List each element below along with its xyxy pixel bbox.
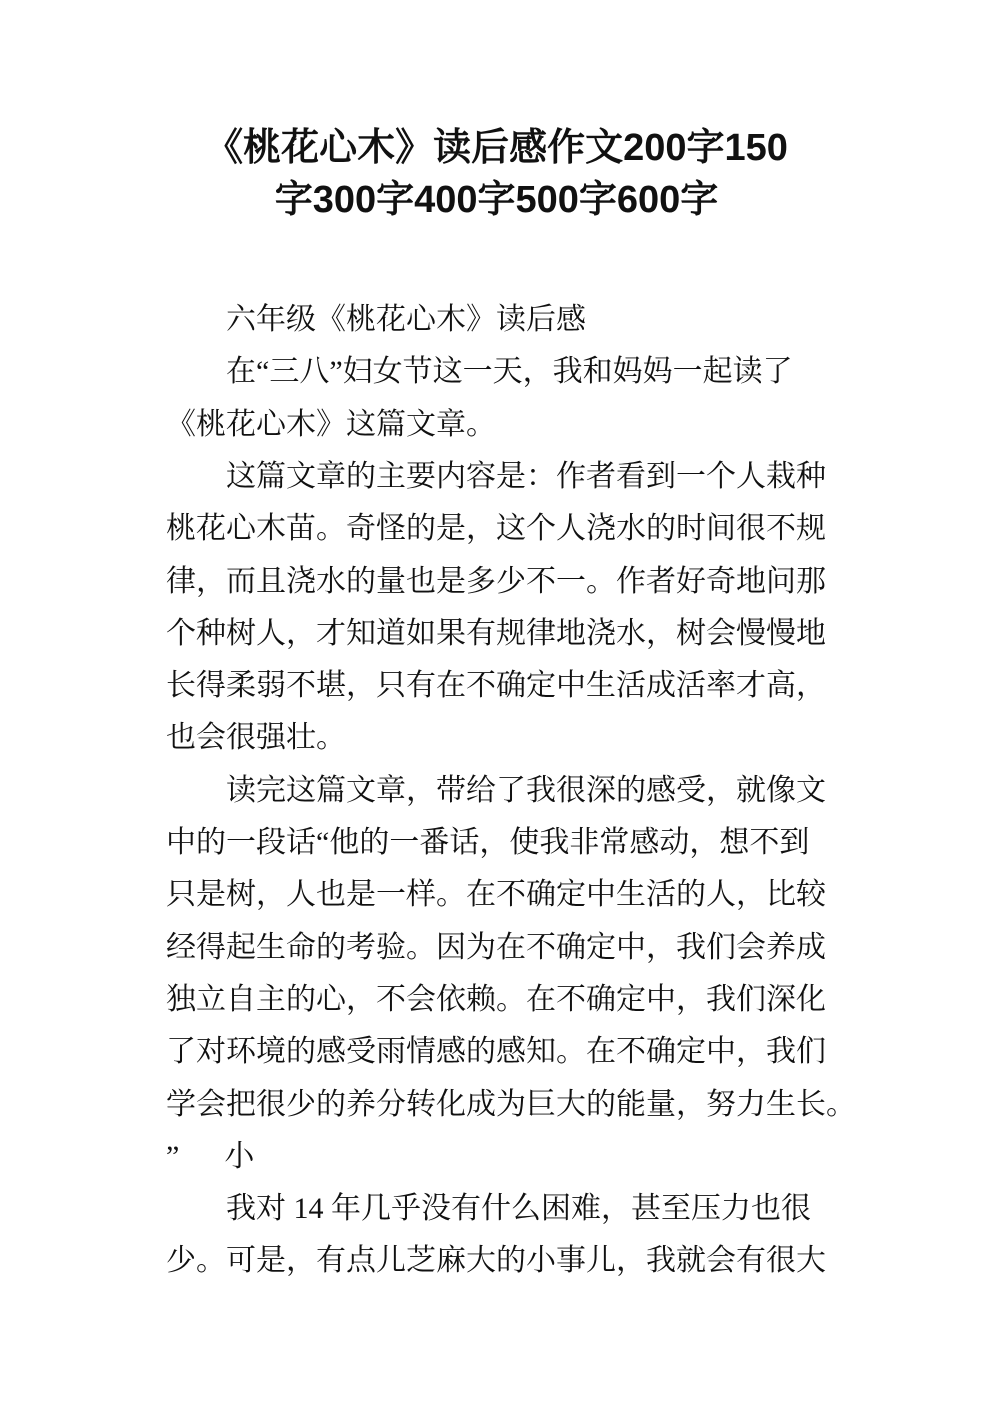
body-text-line: 《桃花心木》这篇文章。: [166, 407, 496, 441]
body-text-line: 桃花心木苗。奇怪的是，这个人浇水的时间很不规: [166, 512, 826, 546]
body-text-line: 个种树人，才知道如果有规律地浇水，树会慢慢地: [166, 616, 826, 650]
body-text-line: 中的一段话“他的一番话，使我非常感动，想不到: [166, 826, 810, 859]
body-text-line: 也会很强壮。: [166, 721, 346, 755]
body-text-line: 读完这篇文章，带给了我很深的感受，就像文: [226, 773, 826, 807]
body-text-line: 经得起生命的考验。因为在不确定中，我们会养成: [166, 930, 826, 964]
body-text-line: 这篇文章的主要内容是：作者看到一个人栽种: [226, 459, 826, 493]
body-text-line: 长得柔弱不堪，只有在不确定中生活成活率才高，: [166, 669, 826, 703]
body-text-line: ” 小: [166, 1139, 255, 1173]
body-text-line: 了对环境的感受雨情感的感知。在不确定中，我们: [166, 1035, 826, 1069]
document-title-line-1: 《桃花心木》读后感作文200字150: [205, 127, 788, 169]
body-text-line: 在“三八”妇女节这一天，我和妈妈一起读了: [226, 355, 793, 389]
body-text-line: 独立自主的心，不会依赖。在不确定中，我们深化: [166, 982, 826, 1016]
body-text-line: 只是树，人也是一样。在不确定中生活的人，比较: [166, 878, 826, 912]
body-text-line: 少。可是，有点儿芝麻大的小事儿，我就会有很大: [166, 1244, 826, 1278]
document-title-line-2: 字300字400字500字600字: [274, 179, 719, 221]
body-text-line: 律，而且浇水的量也是多少不一。作者好奇地问那: [166, 564, 826, 598]
body-text-line: 六年级《桃花心木》读后感: [226, 303, 586, 336]
body-text-line: 学会把很少的养分转化成为巨大的能量，努力生长。: [166, 1087, 856, 1121]
body-text-line: 我对 14 年几乎没有什么困难，甚至压力也很: [226, 1192, 811, 1226]
